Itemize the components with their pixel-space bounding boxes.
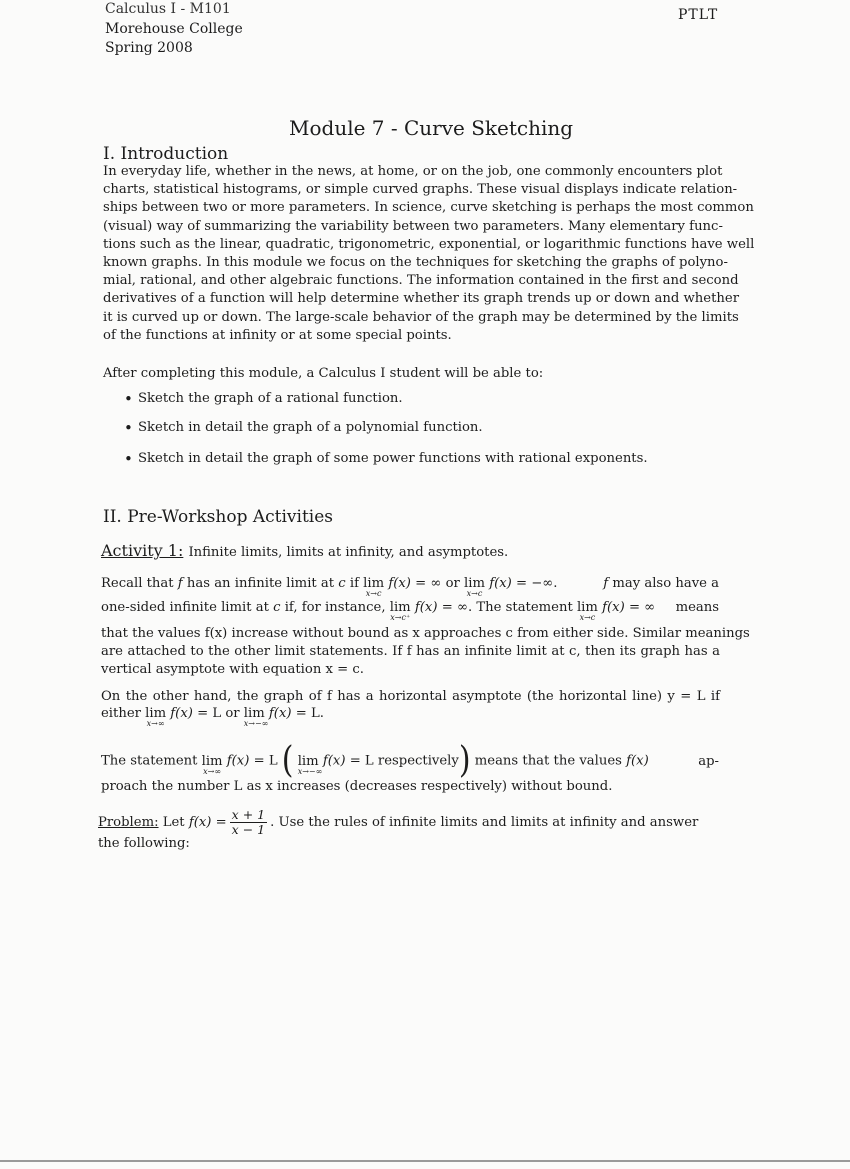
section-heading-introduction: I. Introduction xyxy=(103,144,229,164)
section-heading-preworkshop: II. Pre-Workshop Activities xyxy=(103,507,334,527)
lim: lim xyxy=(145,706,167,721)
math-expr: f(x) xyxy=(322,753,346,769)
lim-subscript: x→−∞ xyxy=(297,766,323,776)
text: ap- xyxy=(698,753,719,769)
limit-expression xyxy=(145,706,167,728)
math-expr: = L xyxy=(197,706,222,721)
math-expr: f(x) xyxy=(226,753,250,769)
objective-item: • Sketch in detail the graph of some power functions with rational exponents. xyxy=(138,451,648,466)
math-var: f xyxy=(603,576,609,591)
math-expr: f(x) xyxy=(170,706,193,721)
math-expr: = −∞. xyxy=(516,576,558,591)
text: The statement xyxy=(476,600,573,615)
text-line: charts, statistical histograms, or simple curved graphs. These visual displays indicate relation- xyxy=(103,182,738,198)
math-expr: = ∞ xyxy=(628,600,656,615)
limit-definition-line-1 xyxy=(101,576,719,598)
math-expr: = ∞ xyxy=(441,600,468,615)
text-line: known graphs. In this module we focus on the techniques for sketching the graphs of polyno- xyxy=(103,255,728,271)
math-var: c xyxy=(338,576,346,591)
lim-subscript: x→−∞ xyxy=(243,719,269,728)
text-line: (visual) way of summarizing the variability between two parameters. Many elementary func- xyxy=(103,218,723,234)
limit-expression xyxy=(201,753,223,776)
limit-expression xyxy=(576,600,598,622)
limit-expression xyxy=(464,576,485,598)
lim: lim xyxy=(297,753,319,769)
text-line: In everyday life, whether in the news, at home, or on the job, one commonly encounters plot xyxy=(103,164,723,179)
math-expr: = ∞ xyxy=(415,576,442,591)
lim-subscript: x→c xyxy=(579,613,596,622)
objective-item: • Sketch in detail the graph of a polynomial function. xyxy=(138,420,483,435)
introduction-paragraph xyxy=(103,163,755,345)
limit-expression xyxy=(363,576,385,598)
activity-heading xyxy=(101,541,508,560)
lim: lim xyxy=(464,576,485,591)
lim: lim xyxy=(576,600,598,615)
math-expr: = L. xyxy=(295,706,324,721)
text: . Use the rules of infinite limits and limits at infinity and answer xyxy=(270,815,699,830)
program-tag: PTLT xyxy=(678,7,719,23)
lim: lim xyxy=(201,753,223,769)
objective-item: • Sketch the graph of a rational function. xyxy=(138,391,403,406)
horizontal-asymptote-paragraph xyxy=(101,688,720,706)
lim: lim xyxy=(389,600,411,615)
text: Recall that xyxy=(101,576,174,591)
institution: Morehouse College xyxy=(105,21,243,37)
lim-subscript: x→c xyxy=(466,589,483,598)
text-line: vertical asymptote with equation x = c. xyxy=(101,662,364,678)
activity-label: Activity 1: xyxy=(101,541,184,560)
lim-subscript: x→c xyxy=(365,589,382,598)
text: may also have a xyxy=(612,576,719,591)
math-expr: = L xyxy=(349,753,374,769)
text: one-sided infinite limit at xyxy=(101,600,269,615)
fraction-numerator: x + 1 xyxy=(231,807,266,822)
text: means xyxy=(675,600,719,615)
limit-expression xyxy=(297,753,323,776)
text-line: On the other hand, the graph of f has a horizontal asymptote (the horizontal line) y = L if xyxy=(101,689,720,704)
text-line: it is curved up or down. The large-scale behavior of the graph may be determined by the limits xyxy=(103,309,739,325)
text-line: that the values f(x) increase without bound as x approaches c from either side. Similar meanings xyxy=(101,626,750,641)
lim-subscript: x→∞ xyxy=(203,766,222,776)
math-expr: = L xyxy=(253,753,278,769)
objectives-lead: After completing this module, a Calculus I student will be able to: xyxy=(103,366,544,381)
problem-line-2: the following: xyxy=(98,836,190,851)
math-expr: f(x) xyxy=(489,576,512,591)
text: or xyxy=(445,576,460,591)
lim-subscript: x→∞ xyxy=(146,719,165,728)
problem-label: Problem: xyxy=(98,815,159,830)
lim-subscript: x→c⁺ xyxy=(390,613,411,622)
text: means that the values xyxy=(474,753,622,769)
math-var: f xyxy=(177,576,183,591)
math-expr: f(x) = xyxy=(188,815,227,830)
limit-expression xyxy=(243,706,269,728)
lim: lim xyxy=(363,576,385,591)
text-line: of the functions at infinity or at some special points. xyxy=(103,327,452,343)
activity-title: Infinite limits, limits at infinity, and asymptotes. xyxy=(188,545,509,560)
statement-line-2: proach the number L as x increases (decreases respectively) without bound. xyxy=(101,779,613,794)
text: The statement xyxy=(101,753,198,769)
limit-definition-rest xyxy=(101,625,750,680)
text-line: ships between two or more parameters. In science, curve sketching is perhaps the most common xyxy=(103,200,754,216)
right-paren: ) xyxy=(458,739,471,782)
math-expr: f(x) xyxy=(268,706,292,721)
text-line: tions such as the linear, quadratic, trigonometric, exponential, or logarithmic functions have well xyxy=(103,236,755,252)
lim: lim xyxy=(243,706,265,721)
term: Spring 2008 xyxy=(105,40,193,56)
text: if xyxy=(349,576,359,591)
fraction-denominator: x − 1 xyxy=(231,822,266,837)
text: or xyxy=(225,706,240,721)
text: either xyxy=(101,706,141,721)
statement-line-1 xyxy=(101,739,719,782)
text: respectively xyxy=(377,753,459,769)
text: Let xyxy=(162,815,185,830)
text: if, for instance, xyxy=(284,600,386,615)
scan-edge xyxy=(0,1160,850,1162)
math-expr: f(x) xyxy=(414,600,438,615)
text-line: are attached to the other limit statements. If f has an infinite limit at c, then its graph has a xyxy=(101,644,720,660)
horizontal-asymptote-line-2 xyxy=(101,706,324,728)
left-paren: ( xyxy=(281,739,294,782)
course-code: Calculus I - M101 xyxy=(105,1,231,17)
math-expr: f(x) xyxy=(388,576,411,591)
text: has an infinite limit at xyxy=(186,576,335,591)
fraction xyxy=(230,808,267,837)
math-var: c xyxy=(273,600,281,615)
math-expr: f(x) xyxy=(626,753,649,769)
text-line: derivatives of a function will help determine whether its graph trends up or down and whether xyxy=(103,291,740,307)
page-title: Module 7 - Curve Sketching xyxy=(289,116,574,140)
limit-expression xyxy=(389,600,411,622)
limit-definition-line-2: one-sided infinite limit at c if, for instance, lim x→c⁺ f(x) = ∞. The statement lim x→c f(x) = ∞ means xyxy=(101,600,719,622)
text-line: mial, rational, and other algebraic functions. The information contained in the first and second xyxy=(103,273,739,289)
math-expr: f(x) xyxy=(602,600,625,615)
problem-statement xyxy=(98,808,720,837)
